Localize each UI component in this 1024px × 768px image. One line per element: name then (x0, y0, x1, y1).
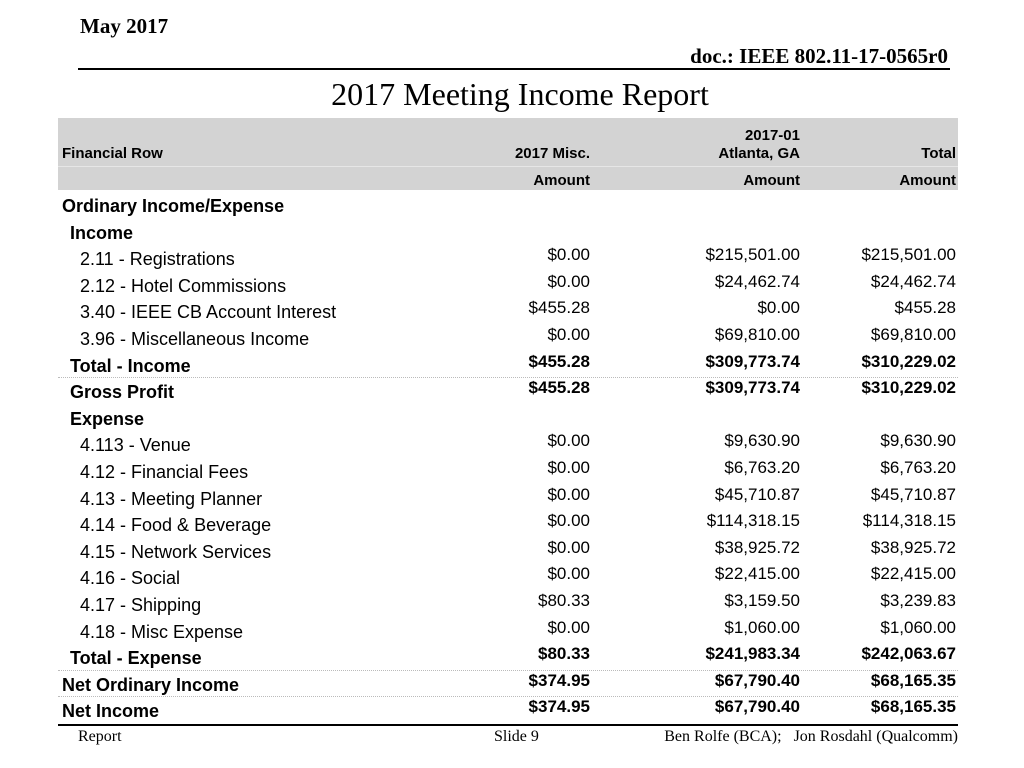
col-atlanta (718, 127, 800, 163)
value-misc: $374.95 (528, 697, 590, 717)
footer-left: Report (78, 728, 122, 745)
table-row (58, 538, 958, 565)
row-label: 4.14 - Food & Beverage (80, 515, 272, 536)
value-atlanta: $67,790.40 (714, 670, 800, 690)
table-row (58, 431, 958, 458)
value-total: $215,501.00 (861, 245, 956, 265)
value-total: $69,810.00 (870, 325, 956, 344)
value-total: $38,925.72 (870, 537, 956, 557)
row-label: 4.16 - Social (80, 568, 181, 589)
row-label: Expense (70, 408, 145, 429)
row-label: Gross Profit (70, 382, 175, 403)
value-atlanta: $67,790.40 (714, 697, 800, 717)
col-atlanta-line1: 2017-01 (744, 127, 800, 144)
table-row (58, 325, 958, 352)
value-misc: $0.00 (547, 511, 590, 531)
value-total: $3,239.83 (880, 591, 956, 610)
row-label: 4.15 - Network Services (80, 541, 272, 562)
table-row (58, 272, 958, 299)
row-label: Total - Expense (70, 648, 202, 669)
value-total: $310,229.02 (861, 351, 956, 371)
value-misc: $0.00 (547, 484, 590, 504)
row-label: Income (70, 222, 134, 243)
row-label: 4.12 - Financial Fees (80, 462, 249, 482)
value-misc: $0.00 (547, 431, 590, 451)
value-misc: $455.28 (528, 351, 590, 371)
value-total: $455.28 (894, 298, 956, 318)
table-header (58, 118, 958, 190)
table-row (58, 697, 958, 724)
value-total: $24,462.74 (870, 271, 956, 291)
col-total-sub: Amount (899, 172, 956, 189)
value-atlanta: $1,060.00 (724, 617, 800, 637)
footer-authors: Ben Rolfe (BCA); Jon Rosdahl (Qualcomm) (664, 728, 958, 745)
value-misc: $0.00 (547, 325, 590, 344)
table-row (58, 511, 958, 538)
value-atlanta: $215,501.00 (705, 245, 800, 265)
table-row (58, 352, 958, 379)
table-row (58, 644, 958, 671)
value-misc: $0.00 (547, 271, 590, 291)
value-total: $1,060.00 (880, 617, 956, 637)
value-atlanta: $38,925.72 (714, 537, 800, 557)
col-financial-row: Financial Row (62, 145, 163, 162)
slide-title: 2017 Meeting Income Report (331, 76, 709, 112)
row-label: Net Income (62, 701, 160, 722)
value-total: $22,415.00 (870, 564, 956, 584)
value-total: $242,063.67 (861, 644, 956, 664)
row-label: Net Ordinary Income (62, 674, 240, 695)
header-separator (58, 166, 958, 167)
row-label: Total - Income (70, 355, 191, 376)
value-misc: $0.00 (547, 564, 590, 584)
row-label: 2.11 - Registrations (80, 249, 235, 270)
table-row (58, 671, 958, 698)
table-row (58, 618, 958, 645)
value-misc: $0.00 (547, 458, 590, 477)
header-date: May 2017 (80, 14, 169, 38)
value-atlanta: $6,763.20 (724, 458, 800, 477)
value-misc: $0.00 (547, 245, 590, 265)
footer-divider (58, 724, 958, 726)
table-row (58, 378, 958, 405)
col-misc: 2017 Misc. (514, 145, 590, 162)
row-label: Ordinary Income/Expense (62, 196, 285, 216)
value-atlanta: $69,810.00 (714, 325, 800, 344)
value-misc: $455.28 (528, 298, 590, 318)
value-total: $45,710.87 (870, 484, 956, 504)
table-row (58, 458, 958, 485)
value-total: $9,630.90 (880, 431, 956, 451)
value-atlanta: $309,773.74 (705, 351, 800, 371)
table-row (58, 245, 958, 272)
value-atlanta: $3,159.50 (724, 591, 800, 610)
table-row (58, 591, 958, 618)
value-atlanta: $309,773.74 (705, 378, 800, 398)
footer-slide-number: Slide 9 (494, 728, 539, 745)
value-total: $68,165.35 (870, 670, 956, 690)
value-misc: $374.95 (528, 670, 590, 690)
value-atlanta: $114,318.15 (706, 511, 800, 531)
table-row (58, 298, 958, 325)
value-misc: $80.33 (538, 644, 590, 664)
col-atlanta-sub: Amount (743, 172, 800, 189)
row-label: 3.96 - Miscellaneous Income (80, 329, 310, 349)
header-doc-id: doc.: IEEE 802.11-17-0565r0 (690, 44, 948, 68)
table-row (58, 564, 958, 591)
value-misc: $0.00 (547, 617, 590, 637)
table-row (58, 192, 958, 219)
value-total: $310,229.02 (861, 378, 956, 398)
col-misc-sub: Amount (533, 172, 590, 189)
value-atlanta: $9,630.90 (724, 431, 800, 451)
value-misc: $0.00 (547, 537, 590, 557)
row-label: 4.13 - Meeting Planner (80, 488, 263, 509)
value-atlanta: $241,983.34 (705, 644, 800, 664)
col-total: Total (921, 145, 956, 162)
value-total: $114,318.15 (862, 511, 956, 531)
table-row (58, 219, 958, 246)
value-atlanta: $24,462.74 (714, 271, 800, 291)
row-label: 4.18 - Misc Expense (80, 621, 244, 642)
value-misc: $80.33 (538, 591, 590, 610)
row-label: 4.17 - Shipping (80, 595, 202, 615)
col-atlanta-line2: Atlanta, GA (718, 145, 800, 162)
value-misc: $455.28 (528, 378, 590, 398)
row-label: 3.40 - IEEE CB Account Interest (80, 302, 337, 323)
value-atlanta: $45,710.87 (714, 484, 800, 504)
table-row (58, 405, 958, 432)
row-label: 4.113 - Venue (80, 435, 191, 456)
value-total: $68,165.35 (870, 697, 956, 717)
header-divider (78, 68, 950, 70)
value-atlanta: $0.00 (757, 298, 800, 318)
value-atlanta: $22,415.00 (714, 564, 800, 584)
row-label: 2.12 - Hotel Commissions (80, 275, 287, 296)
table-row (58, 485, 958, 512)
value-total: $6,763.20 (880, 458, 956, 477)
